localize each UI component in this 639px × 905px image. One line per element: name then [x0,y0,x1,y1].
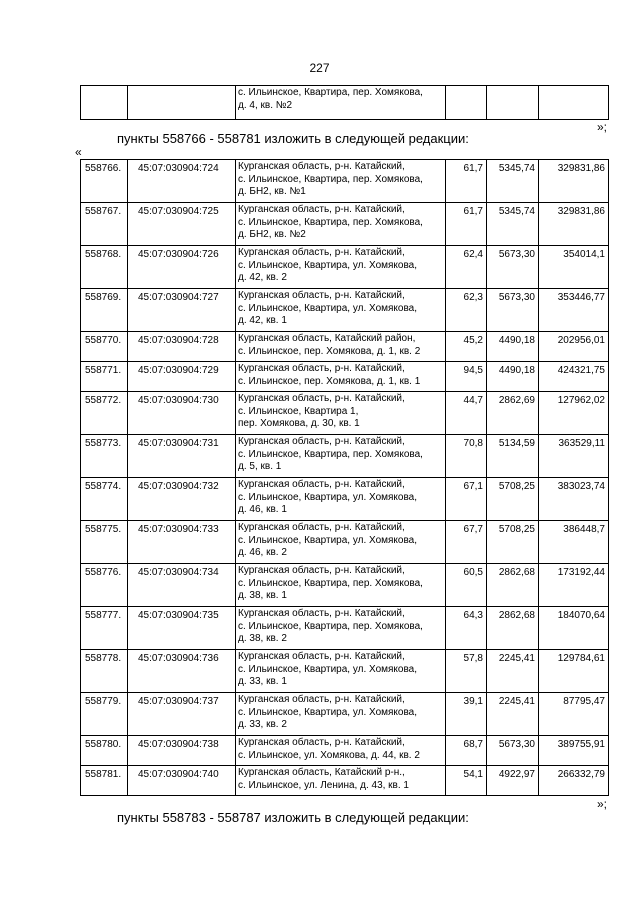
cell-address [236,521,446,564]
cell-price: 2862,68 [487,564,539,607]
cell-price: 5345,74 [487,160,539,203]
cell-number: 558767. [81,203,128,246]
cell-number: 558781. [81,766,128,796]
address-line: с. Ильинское, Квартира 1, [238,405,359,417]
property-table [80,159,609,796]
cell-cadastral: 45:07:030904:735 [128,607,236,650]
cell-price: 2245,41 [487,693,539,736]
cell-area [446,86,487,120]
address-line: пер. Хомякова, д. 30, кв. 1 [238,418,360,429]
cell-cadastral: 45:07:030904:728 [128,332,236,362]
cell-cadastral: 45:07:030904:737 [128,693,236,736]
cell-area: 39,1 [446,693,487,736]
cell-address [236,736,446,766]
cell-number: 558768. [81,246,128,289]
table-row [81,564,609,607]
cell-number: 558774. [81,478,128,521]
address-line: д. БН2, кв. №1 [238,186,306,197]
cell-total: 87795,47 [539,693,609,736]
address-line: с. Ильинское, ул. Ленина, д. 43, кв. 1 [238,779,409,791]
cell-price: 2862,68 [487,607,539,650]
cell-price [487,86,539,120]
cell-area: 94,5 [446,362,487,392]
cell-cadastral: 45:07:030904:736 [128,650,236,693]
cell-cadastral: 45:07:030904:734 [128,564,236,607]
opening-quote: « [75,145,82,159]
cell-total: 184070,64 [539,607,609,650]
cell-total: 129784,61 [539,650,609,693]
cell-number: 558779. [81,693,128,736]
cell-address [236,650,446,693]
address-line: Курганская область, р-н. Катайский, [238,694,405,705]
address-line: с. Ильинское, Квартира, ул. Хомякова, [238,706,418,718]
address-line: д. 42, кв. 1 [238,315,287,326]
closing-mark: »; [596,797,607,811]
cell-address [236,693,446,736]
cell-total: 389755,91 [539,736,609,766]
cell-cadastral: 45:07:030904:733 [128,521,236,564]
cell-total: 173192,44 [539,564,609,607]
closing-mark: »; [596,120,607,134]
address-line: Курганская область, р-н. Катайский, [238,522,405,533]
cell-price: 5708,25 [487,478,539,521]
address-line: с. Ильинское, Квартира, пер. Хомякова, [238,577,423,589]
cell-address [236,86,446,120]
cell-address [236,362,446,392]
table-row [81,86,609,120]
paragraph-instruction: пункты 558766 - 558781 изложить в следующей редакции: [117,131,469,146]
address-line: с. Ильинское, пер. Хомякова, д. 1, кв. 1 [238,375,421,387]
cell-area: 62,3 [446,289,487,332]
address-line: с. Ильинское, Квартира, ул. Хомякова, [238,259,418,271]
address-line: Курганская область, р-н. Катайский, [238,436,405,447]
cell-total: 424321,75 [539,362,609,392]
address-line: д. 38, кв. 1 [238,590,287,601]
address-line: с. Ильинское, Квартира, ул. Хомякова, [238,302,418,314]
cell-area: 45,2 [446,332,487,362]
cell-total: 383023,74 [539,478,609,521]
cell-address [236,478,446,521]
address-line: д. 4, кв. №2 [238,99,293,111]
cell-total: 127962,02 [539,392,609,435]
address-line: Курганская область, р-н. Катайский, [238,161,405,172]
cell-price: 5708,25 [487,521,539,564]
address-line: Курганская область, р-н. Катайский, [238,363,405,374]
cell-number: 558776. [81,564,128,607]
table-row [81,478,609,521]
cell-total: 363529,11 [539,435,609,478]
table-row [81,521,609,564]
address-line: д. 46, кв. 1 [238,504,287,515]
cell-total: 386448,7 [539,521,609,564]
table-row [81,693,609,736]
cell-total [539,86,609,120]
table-row [81,246,609,289]
address-line: с. Ильинское, Квартира, пер. Хомякова, [238,620,423,632]
table-row [81,435,609,478]
cell-number [81,86,128,120]
address-line: Курганская область, Катайский район, [238,333,416,344]
cell-total: 266332,79 [539,766,609,796]
cell-number: 558777. [81,607,128,650]
cell-address [236,564,446,607]
cell-area: 67,1 [446,478,487,521]
address-line: д. 33, кв. 1 [238,676,287,687]
cell-area: 57,8 [446,650,487,693]
address-line: Курганская область, р-н. Катайский, [238,737,405,748]
table-row [81,362,609,392]
table-row [81,332,609,362]
cell-price: 2862,69 [487,392,539,435]
table-row [81,650,609,693]
cell-number: 558769. [81,289,128,332]
cell-cadastral: 45:07:030904:738 [128,736,236,766]
cell-price: 5673,30 [487,736,539,766]
cell-address [236,766,446,796]
cell-cadastral: 45:07:030904:726 [128,246,236,289]
cell-number: 558773. [81,435,128,478]
cell-price: 2245,41 [487,650,539,693]
address-line: д. 42, кв. 2 [238,272,287,283]
cell-price: 5134,59 [487,435,539,478]
cell-address [236,607,446,650]
table-row [81,766,609,796]
address-line: Курганская область, р-н. Катайский, [238,290,405,301]
cell-area: 67,7 [446,521,487,564]
cell-total: 329831,86 [539,203,609,246]
table-row [81,392,609,435]
address-line: с. Ильинское, Квартира, ул. Хомякова, [238,663,418,675]
cell-total: 202956,01 [539,332,609,362]
cell-number: 558775. [81,521,128,564]
address-line: Курганская область, р-н. Катайский, [238,565,405,576]
cell-address [236,203,446,246]
cell-cadastral: 45:07:030904:725 [128,203,236,246]
cell-price: 4490,18 [487,332,539,362]
address-line: с. Ильинское, ул. Хомякова, д. 44, кв. 2 [238,749,420,761]
address-line: с. Ильинское, Квартира, пер. Хомякова, [238,173,423,185]
cell-cadastral: 45:07:030904:731 [128,435,236,478]
paragraph-instruction: пункты 558783 - 558787 изложить в следующей редакции: [117,810,469,825]
cell-number: 558766. [81,160,128,203]
cell-area: 64,3 [446,607,487,650]
address-line: д. 5, кв. 1 [238,461,282,472]
cell-number: 558780. [81,736,128,766]
address-line: д. 38, кв. 2 [238,633,287,644]
cell-total: 354014,1 [539,246,609,289]
cell-area: 44,7 [446,392,487,435]
cell-cadastral: 45:07:030904:727 [128,289,236,332]
address-line: Курганская область, р-н. Катайский, [238,651,405,662]
address-line: Курганская область, р-н. Катайский, [238,204,405,215]
address-line: д. БН2, кв. №2 [238,229,306,240]
cell-price: 4490,18 [487,362,539,392]
table-row [81,607,609,650]
cell-price: 5673,30 [487,289,539,332]
cell-cadastral: 45:07:030904:732 [128,478,236,521]
table-row [81,160,609,203]
cell-cadastral: 45:07:030904:729 [128,362,236,392]
address-line: д. 46, кв. 2 [238,547,287,558]
cell-total: 353446,77 [539,289,609,332]
cell-area: 61,7 [446,160,487,203]
address-line: Курганская область, р-н. Катайский, [238,247,405,258]
cell-cadastral [128,86,236,120]
address-line: с. Ильинское, пер. Хомякова, д. 1, кв. 2 [238,345,421,357]
cell-number: 558778. [81,650,128,693]
cell-price: 5345,74 [487,203,539,246]
cell-cadastral: 45:07:030904:724 [128,160,236,203]
cell-address [236,392,446,435]
address-line: Курганская область, Катайский р-н., [238,767,405,778]
address-line: Курганская область, р-н. Катайский, [238,393,405,404]
cell-address [236,435,446,478]
address-line: с. Ильинское, Квартира, пер. Хомякова, [238,448,423,460]
page-number: 227 [309,61,330,75]
cell-price: 4922,97 [487,766,539,796]
cell-area: 60,5 [446,564,487,607]
table-row [81,736,609,766]
address-line: с. Ильинское, Квартира, пер. Хомякова, [238,216,423,228]
address-line: с. Ильинское, Квартира, ул. Хомякова, [238,534,418,546]
address-line: с. Ильинское, Квартира, пер. Хомякова, [238,87,423,98]
cell-cadastral: 45:07:030904:730 [128,392,236,435]
cell-area: 70,8 [446,435,487,478]
cell-address [236,289,446,332]
cell-address [236,246,446,289]
cell-area: 68,7 [446,736,487,766]
cell-area: 61,7 [446,203,487,246]
cell-price: 5673,30 [487,246,539,289]
top-fragment-table [80,85,609,120]
address-line: Курганская область, р-н. Катайский, [238,608,405,619]
cell-number: 558770. [81,332,128,362]
table-row [81,203,609,246]
cell-address [236,332,446,362]
address-line: с. Ильинское, Квартира, ул. Хомякова, [238,491,418,503]
address-line: Курганская область, р-н. Катайский, [238,479,405,490]
cell-area: 54,1 [446,766,487,796]
cell-number: 558771. [81,362,128,392]
cell-address [236,160,446,203]
cell-number: 558772. [81,392,128,435]
table-row [81,289,609,332]
cell-cadastral: 45:07:030904:740 [128,766,236,796]
cell-area: 62,4 [446,246,487,289]
cell-total: 329831,86 [539,160,609,203]
address-line: д. 33, кв. 2 [238,719,287,730]
